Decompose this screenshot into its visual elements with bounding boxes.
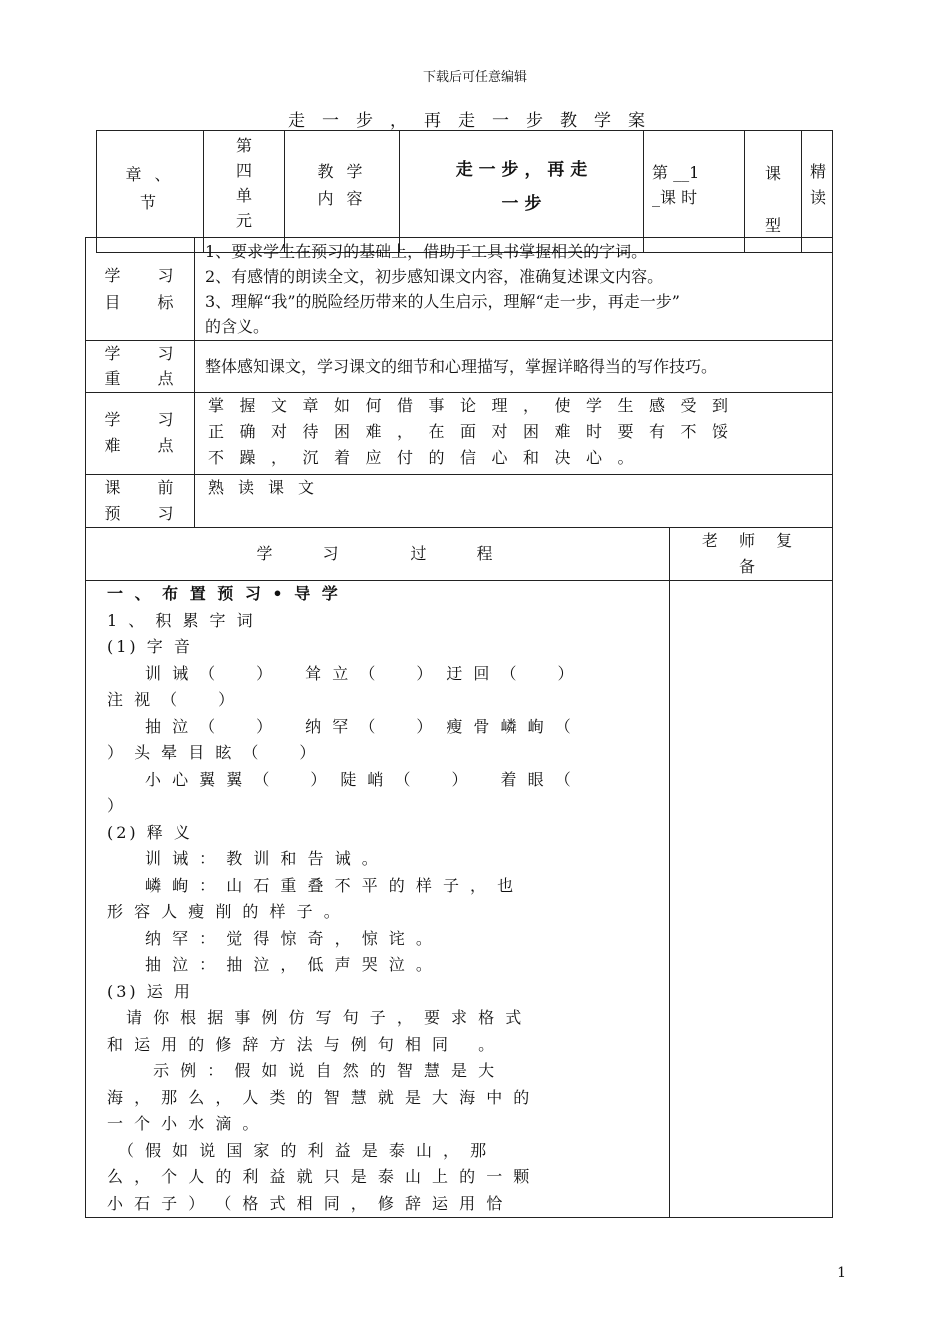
keypoints-label: 学 习	[104, 344, 190, 363]
lesson-title-cont: 一 步	[501, 194, 542, 214]
process-table	[85, 527, 833, 1218]
process-line: ）	[107, 796, 127, 815]
process-line: 训 诫 （ ） 耸 立 （ ） 迂 回 （ ）	[107, 663, 577, 683]
preview-label: 课 前	[104, 478, 190, 497]
objectives-label: 学 习	[104, 266, 190, 285]
process-content	[86, 581, 670, 1218]
keypoints-text: 整体感知课文，学习课文的细节和心理描写，掌握详略得当的写作技巧。	[205, 357, 718, 376]
objectives-label: 目 标	[104, 293, 190, 312]
difficulty-line: 不躁，沉着应付的信心和决心。	[208, 448, 650, 467]
process-line: 和 运 用 的 修 辞 方 法 与 例 句 相 同 。	[107, 1034, 498, 1054]
type-label-cell	[745, 131, 802, 253]
period-cell	[644, 131, 745, 253]
process-line: 示 例 ： 假 如 说 自 然 的 智 慧 是 大	[107, 1061, 498, 1080]
process-line: ） 头 晕 目 眩 （ ）	[107, 743, 319, 762]
objective-line: 3、理解“我”的脱险经历带来的人生启示，理解“走一步，再走一步”	[205, 292, 680, 311]
process-line: 小 心 翼 翼 （ ） 陡 峭 （ ） 着 眼 （	[107, 769, 574, 789]
difficulties-label-cell	[86, 393, 195, 475]
unit-char: 四	[235, 161, 252, 180]
section-label: 节	[139, 193, 160, 212]
chapter-label: 章 、	[125, 165, 175, 184]
process-title: 学 习 过 程	[256, 544, 499, 563]
preview-label: 预 习	[104, 504, 190, 523]
unit-char: 第	[235, 136, 252, 155]
content-label: 教 学	[317, 162, 367, 181]
process-line: 嶙 峋 ： 山 石 重 叠 不 平 的 样 子 ， 也	[107, 875, 517, 895]
header-note: 下载后可任意编辑	[422, 70, 527, 85]
difficulty-line: 正确对待困难，在面对困难时要有不馁	[208, 422, 744, 441]
period-number: 第 __1	[652, 163, 700, 182]
keypoints-label-cell	[86, 341, 195, 393]
chapter-label-cell	[97, 131, 204, 253]
type-value: 精	[810, 162, 827, 181]
process-line: 请 你 根 据 事 例 仿 写 句 子 ， 要 求 格 式	[107, 1008, 525, 1027]
lesson-info-table	[96, 130, 833, 253]
keypoints-label: 重 点	[104, 369, 190, 388]
process-line: 注 视 （ ）	[107, 690, 238, 709]
teacher-notes-area	[670, 581, 833, 1218]
preview-label-cell	[86, 475, 195, 528]
process-line: （ 假 如 说 国 家 的 利 益 是 泰 山 ， 那	[107, 1140, 490, 1160]
type-value: 读	[810, 188, 827, 207]
lesson-title: 走 一 步 ， 再 走	[455, 160, 588, 180]
teacher-notes-header	[670, 528, 833, 581]
process-line: 一 个 小 水 滴 。	[107, 1114, 262, 1133]
unit-cell	[204, 131, 285, 253]
process-line: 抽 泣 （ ） 纳 罕 （ ） 瘦 骨 嶙 峋 （	[107, 716, 574, 736]
type-value-cell	[802, 131, 833, 253]
unit-char: 元	[235, 211, 252, 230]
objective-line: 1、要求学生在预习的基础上，借助于工具书掌握相关的字词。	[205, 242, 648, 261]
process-line: 形 容 人 瘦 削 的 样 子 。	[107, 902, 343, 921]
difficulties-label: 难 点	[104, 436, 190, 455]
process-line: 训 诫 ： 教 训 和 告 诫 。	[107, 849, 381, 868]
objective-line: 2、有感情的朗读全文，初步感知课文内容，准确复述课文内容。	[205, 267, 664, 286]
difficulties-content	[195, 393, 833, 475]
page-number: 1	[837, 1265, 846, 1281]
keypoints-content	[195, 341, 833, 393]
objective-line: 的含义。	[205, 317, 270, 336]
unit-char: 单	[235, 186, 252, 205]
content-label-cell	[285, 131, 400, 253]
objectives-label-cell	[86, 238, 195, 341]
difficulties-label: 学 习	[104, 410, 190, 429]
process-line: 海 ， 那 么 ， 人 类 的 智 慧 就 是 大 海 中 的	[107, 1087, 533, 1107]
objectives-table	[85, 237, 833, 528]
process-line: 小 石 子 ） （ 格 式 相 同 ， 修 辞 运 用 恰	[107, 1193, 506, 1213]
process-lines	[86, 581, 669, 1217]
preview-content	[195, 475, 833, 528]
preview-text: 熟读课文	[208, 478, 329, 497]
process-line: (3) 运 用	[107, 981, 193, 1001]
process-title-cell	[86, 528, 670, 581]
page-title: 走一步，再走一步教学案	[288, 111, 662, 131]
difficulty-line: 掌握文章如何借事论理，使学生感受到	[208, 396, 744, 415]
process-line: 纳 罕 ： 觉 得 惊 奇 ， 惊 诧 。	[107, 928, 435, 948]
process-line: 一 、 布 置 预 习 • 导 学	[107, 584, 341, 603]
content-label: 内 容	[317, 189, 367, 208]
type-label: 型	[764, 216, 781, 235]
process-line: (1) 字 音	[107, 637, 193, 656]
process-line: 么 ， 个 人 的 利 益 就 只 是 泰 山 上 的 一 颗	[107, 1167, 533, 1186]
teacher-notes-label: 备	[738, 557, 763, 576]
teacher-notes-label: 老 师 复	[701, 531, 801, 550]
lesson-title-cell	[400, 131, 644, 253]
process-line: (2) 释 义	[107, 822, 193, 842]
objectives-content	[195, 238, 833, 341]
process-line: 1 、 积 累 字 词	[107, 610, 256, 630]
process-line: 抽 泣 ： 抽 泣 ， 低 声 哭 泣 。	[107, 955, 435, 974]
type-label: 课	[764, 164, 781, 183]
period-unit: _课 时	[652, 188, 698, 207]
